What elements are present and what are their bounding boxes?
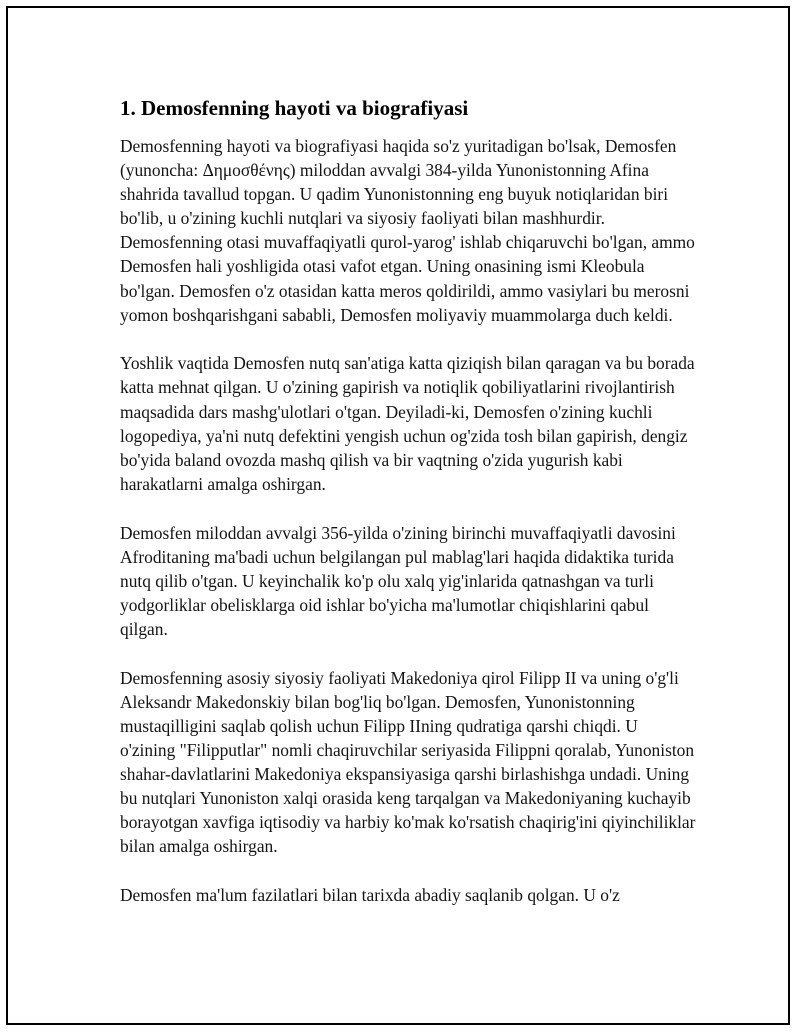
paragraph-1: Demosfenning hayoti va biografiyasi haqida so'z yuritadigan bo'lsak, Demosfen (yunoncha: Δημοσθένης) miloddan avvalgi 384-yilda Yunonistonning Afina shahrida tavallud topgan. U qadim Yunonistonning eng buyuk notiqlaridan biri bo'lib, u o'zining kuchli nutqlari va siyosiy faoliyati bilan mashhurdir. Demosfenning otasi muvaffaqiyatli qurol-yarog' ishlab chiqaruvchi bo'lgan, ammo Demosfen hali yoshligida otasi vafot etgan. Uning onasining ismi Kleobula bo'lgan. Demosfen o'z otasidan katta meros qoldirildi, ammo vasiylari bu merosni yomon boshqarishgani sababli, Demosfen moliyaviy muammolarga duch keldi.	[120, 136, 695, 325]
document-page	[6, 6, 790, 1025]
paragraph-5: Demosfen ma'lum fazilatlari bilan tarixda abadiy saqlanib qolgan. U o'z	[120, 884, 620, 905]
paragraph-2: Yoshlik vaqtida Demosfen nutq san'atiga katta qiziqish bilan qaragan va bu borada katta mehnat qilgan. U o'zining gapirish va notiqlik qobiliyatlarini rivojlantirish maqsadida dars mashg'ulotlari o'tgan. Deyiladi-ki, Demosfen o'zining kuchli logopediya, ya'ni nutq defektini yengish uchun og'zida tosh bilan gapirish, dengiz bo'yida baland ovozda mashq qilish va bir vaqtning o'zida yugurish kabi harakatlarni amalga oshirgan.	[120, 353, 695, 494]
section-heading: 1. Demosfenning hayoti va biografiyasi	[120, 96, 469, 120]
paragraph-3: Demosfen miloddan avvalgi 356-yilda o'zining birinchi muvaffaqiyatli davosini Afroditaning ma'badi uchun belgilangan pul mablag'lari haqida didaktika turida nutq qilib o'tgan. U keyinchalik ko'p olu xalq yig'inlarida qatnashgan va turli yodgorliklar obelisklarga oid ishlar bo'yicha ma'lumotlar chiqishlarini qabul qilgan.	[120, 522, 676, 639]
paragraph-4: Demosfenning asosiy siyosiy faoliyati Makedoniya qirol Filipp II va uning o'g'li Aleksandr Makedonskiy bilan bog'liq bo'lgan. Demosfen, Yunonistonning mustaqilligini saqlab qolish uchun Filipp IIning qudratiga qarshi chiqdi. U o'zining "Filipputlar" nomli chaqiruvchilar seriyasida Filippni qoralab, Yunoniston shahar-davlatlarini Makedoniya ekspansiyasiga qarshi birlashishga undadi. Uning bu nutqlari Yunoniston xalqi orasida keng tarqalgan va Makedoniyaning kuchayib borayotgan xavfiga iqtisodiy va harbiy ko'mak ko'rsatish chaqirig'ini qiyinchiliklar bilan amalga oshirgan.	[120, 667, 696, 857]
document-body	[120, 94, 696, 932]
